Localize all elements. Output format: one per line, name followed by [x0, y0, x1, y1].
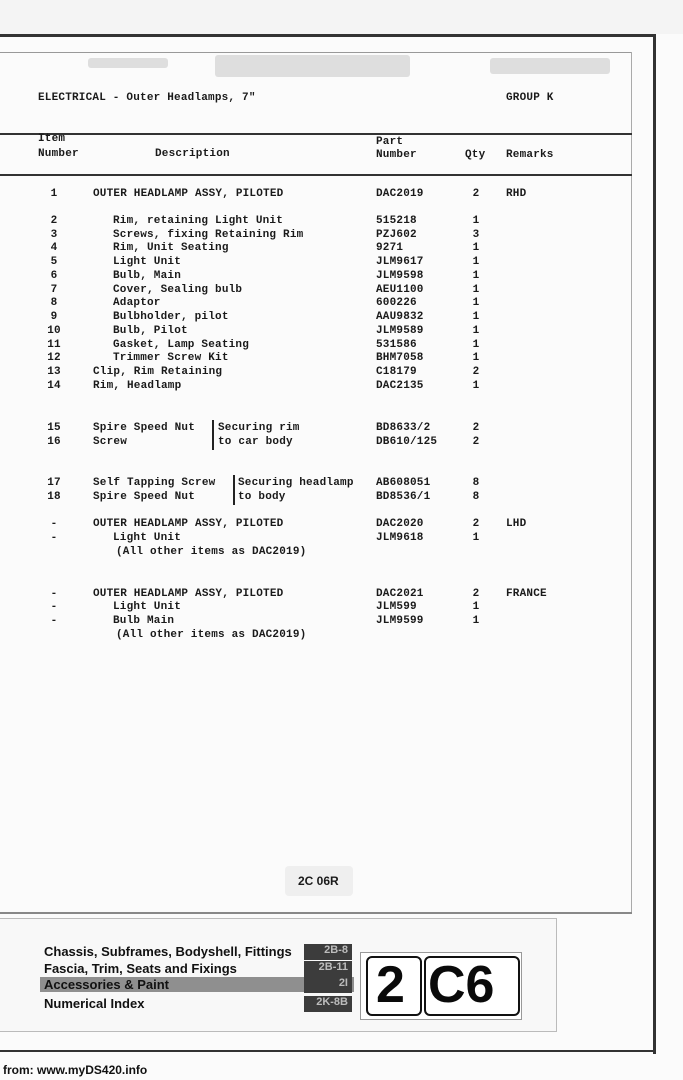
index-item-code: 2B-11 [304, 961, 352, 977]
section-title: ELECTRICAL - Outer Headlamps, 7" [38, 92, 256, 104]
fixing-note-line-2: to car body [218, 436, 293, 448]
row-qty: 1 [472, 242, 480, 254]
row-item-number: 12 [47, 352, 61, 364]
row-qty: 8 [472, 477, 480, 489]
row-qty: 2 [472, 422, 480, 434]
row-item-number: 5 [50, 256, 58, 268]
group-label: GROUP K [506, 92, 554, 104]
row-description: Rim, Headlamp [93, 380, 182, 392]
row-description: Screws, fixing Retaining Rim [113, 229, 304, 241]
row-part-number: JLM9618 [376, 532, 424, 544]
page-border-bottom [0, 1050, 656, 1052]
col-header-description: Description [155, 148, 230, 160]
row-description: Clip, Rim Retaining [93, 366, 223, 378]
row-description: Cover, Sealing bulb [113, 284, 243, 296]
row-item-number: 14 [47, 380, 61, 392]
col-header-remarks: Remarks [506, 149, 554, 161]
row-remarks: RHD [506, 188, 527, 200]
row-part-number: AAU9832 [376, 311, 424, 323]
page-border-top [0, 34, 656, 37]
row-qty: 1 [472, 601, 480, 613]
inner-frame-top [0, 52, 632, 53]
row-qty: 1 [472, 339, 480, 351]
row-part-number: JLM9589 [376, 325, 424, 337]
row-part-number: BD8633/2 [376, 422, 431, 434]
row-item-number: - [50, 601, 58, 613]
row-part-number: JLM599 [376, 601, 417, 613]
row-description: Spire Speed Nut [93, 491, 196, 503]
row-qty: 2 [472, 436, 480, 448]
row-qty: 2 [472, 366, 480, 378]
index-item[interactable]: Numerical Index [44, 996, 145, 1011]
row-description: Trimmer Screw Kit [113, 352, 229, 364]
row-part-number: JLM9617 [376, 256, 424, 268]
row-description: Light Unit [113, 532, 182, 544]
row-qty: 1 [472, 325, 480, 337]
row-description: OUTER HEADLAMP ASSY, PILOTED [93, 188, 284, 200]
row-item-number: - [50, 588, 58, 600]
row-part-number: 515218 [376, 215, 417, 227]
row-part-number: 600226 [376, 297, 417, 309]
row-item-number: 17 [47, 477, 61, 489]
section-code: C6 [428, 956, 495, 1014]
row-qty: 2 [472, 188, 480, 200]
row-part-number: DAC2019 [376, 188, 424, 200]
row-part-number: DAC2135 [376, 380, 424, 392]
col-header-item-2: Number [38, 148, 79, 160]
section-number: 2 [376, 956, 405, 1014]
source-credit: from: www.myDS420.info [3, 1063, 148, 1077]
index-item-code: 2K-8B [304, 996, 352, 1012]
row-item-number: 15 [47, 422, 61, 434]
row-description: Light Unit [113, 256, 182, 268]
group-bracket [233, 475, 235, 505]
row-item-number: 18 [47, 491, 61, 503]
row-qty: 2 [472, 588, 480, 600]
row-part-number: C18179 [376, 366, 417, 378]
row-item-number: 9 [50, 311, 58, 323]
row-qty: 1 [472, 311, 480, 323]
row-description: Bulb, Pilot [113, 325, 188, 337]
row-description: OUTER HEADLAMP ASSY, PILOTED [93, 518, 284, 530]
row-item-number: - [50, 532, 58, 544]
row-part-number: 531586 [376, 339, 417, 351]
row-qty: 1 [472, 352, 480, 364]
row-item-number: 8 [50, 297, 58, 309]
row-description: (All other items as DAC2019) [116, 629, 307, 641]
row-qty: 1 [472, 380, 480, 392]
page-border-right [653, 34, 656, 1054]
row-item-number: 13 [47, 366, 61, 378]
row-part-number: JLM9598 [376, 270, 424, 282]
row-description: Light Unit [113, 601, 182, 613]
fixing-note-line-2: to body [238, 491, 286, 503]
row-qty: 1 [472, 615, 480, 627]
row-description: Bulb Main [113, 615, 175, 627]
col-header-qty: Qty [465, 149, 486, 161]
index-item[interactable]: Fascia, Trim, Seats and Fixings [44, 961, 237, 976]
row-part-number: 9271 [376, 242, 404, 254]
row-part-number: PZJ602 [376, 229, 417, 241]
page-code-tag [285, 866, 353, 896]
row-item-number: - [50, 615, 58, 627]
col-header-part-1: Part [376, 136, 404, 148]
row-qty: 1 [472, 215, 480, 227]
fixing-note-line-1: Securing headlamp [238, 477, 354, 489]
row-description: Rim, Unit Seating [113, 242, 229, 254]
row-qty: 8 [472, 491, 480, 503]
row-description: Rim, retaining Light Unit [113, 215, 284, 227]
scan-smudge [215, 55, 410, 77]
row-item-number: 1 [50, 188, 58, 200]
row-item-number: 2 [50, 215, 58, 227]
page-code: 2C 06R [298, 874, 339, 888]
row-part-number: DAC2021 [376, 588, 424, 600]
row-description: Adaptor [113, 297, 161, 309]
scan-smudge [88, 58, 168, 68]
row-item-number: 3 [50, 229, 58, 241]
row-qty: 3 [472, 229, 480, 241]
row-qty: 2 [472, 518, 480, 530]
row-description: Gasket, Lamp Seating [113, 339, 250, 351]
row-item-number: 10 [47, 325, 61, 337]
row-item-number: 4 [50, 242, 58, 254]
index-item-code: 2B-8 [304, 944, 352, 960]
col-header-item-1: Item [38, 133, 66, 145]
row-item-number: 6 [50, 270, 58, 282]
row-item-number: - [50, 518, 58, 530]
index-item-highlighted[interactable]: Accessories & Paint [40, 977, 354, 992]
footer-divider [0, 912, 632, 914]
inner-frame-right [631, 52, 632, 912]
row-qty: 1 [472, 256, 480, 268]
row-description: OUTER HEADLAMP ASSY, PILOTED [93, 588, 284, 600]
header-rule-bottom [0, 174, 632, 176]
row-part-number: JLM9599 [376, 615, 424, 627]
row-item-number: 7 [50, 284, 58, 296]
row-description: Bulbholder, pilot [113, 311, 229, 323]
row-qty: 1 [472, 297, 480, 309]
fixing-note-line-1: Securing rim [218, 422, 300, 434]
row-part-number: DAC2020 [376, 518, 424, 530]
row-part-number: AEU1100 [376, 284, 424, 296]
col-header-part-2: Number [376, 149, 417, 161]
row-qty: 1 [472, 270, 480, 282]
scan-margin [0, 0, 683, 34]
group-bracket [212, 420, 214, 450]
row-description: Bulb, Main [113, 270, 182, 282]
row-remarks: FRANCE [506, 588, 547, 600]
scan-smudge [490, 58, 610, 74]
row-description: (All other items as DAC2019) [116, 546, 307, 558]
row-qty: 1 [472, 532, 480, 544]
row-remarks: LHD [506, 518, 527, 530]
row-part-number: DB610/125 [376, 436, 438, 448]
row-description: Screw [93, 436, 128, 448]
index-item[interactable]: Chassis, Subframes, Bodyshell, Fittings [44, 944, 292, 959]
row-item-number: 16 [47, 436, 61, 448]
row-qty: 1 [472, 284, 480, 296]
header-rule-top [0, 133, 632, 135]
row-part-number: AB608051 [376, 477, 431, 489]
row-part-number: BHM7058 [376, 352, 424, 364]
index-item-code: 2I [304, 977, 352, 993]
row-description: Self Tapping Screw [93, 477, 216, 489]
row-item-number: 11 [47, 339, 61, 351]
row-part-number: BD8536/1 [376, 491, 431, 503]
row-description: Spire Speed Nut [93, 422, 196, 434]
